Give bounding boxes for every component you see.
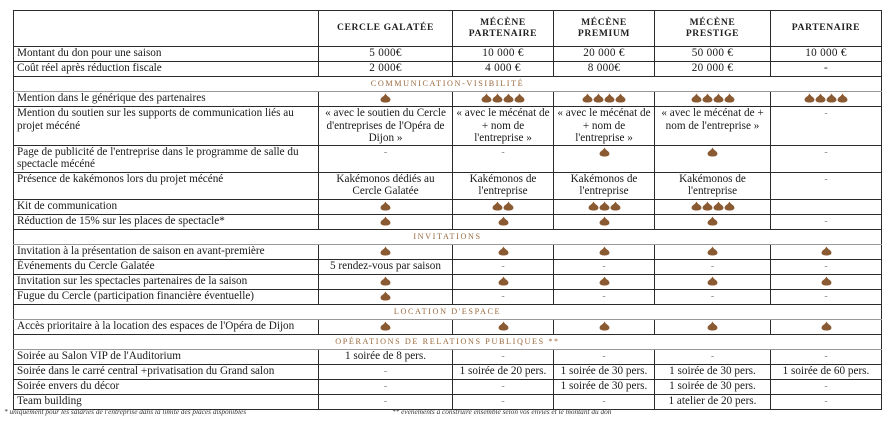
rating-icons bbox=[599, 321, 610, 331]
drop-leaf-icon bbox=[707, 216, 718, 226]
cell-text: 1 soirée de 30 pers. bbox=[669, 364, 756, 377]
footnote-single-star: * uniquement pour les salariés de l'entreprise dans la limite des places disponibles bbox=[4, 407, 247, 416]
drop-leaf-icon bbox=[713, 93, 724, 103]
empty-dash: - bbox=[824, 215, 828, 227]
cell-value bbox=[453, 259, 554, 274]
row-label: Invitation sur les spectacles partenaires de la saison bbox=[14, 274, 319, 289]
cell-value bbox=[453, 199, 554, 214]
table-row bbox=[14, 364, 882, 379]
cell-value bbox=[554, 172, 655, 199]
table-row bbox=[14, 199, 882, 214]
empty-dash: - bbox=[824, 395, 828, 407]
cell-value bbox=[655, 319, 771, 334]
drop-leaf-icon bbox=[481, 93, 492, 103]
cell-value bbox=[319, 319, 453, 334]
section-header-communication bbox=[14, 77, 882, 92]
empty-dash: - bbox=[602, 290, 606, 302]
rating-icons bbox=[599, 276, 610, 286]
table-row bbox=[14, 214, 882, 229]
rating-icons bbox=[588, 201, 621, 211]
row-label: Team building bbox=[14, 394, 319, 409]
cell-value: 10 000 € bbox=[771, 47, 882, 62]
header-blank bbox=[14, 11, 319, 47]
drop-leaf-icon bbox=[492, 93, 503, 103]
drop-leaf-icon bbox=[707, 246, 718, 256]
header-mecene-partenaire: MÉCÈNE PARTENAIRE bbox=[453, 11, 554, 47]
cell-text: Kakémonos de l'entreprise bbox=[570, 172, 638, 197]
cell-value bbox=[319, 172, 453, 199]
rating-icons bbox=[599, 147, 610, 157]
row-label: Réduction de 15% sur les places de spectacle* bbox=[14, 214, 319, 229]
rating-icons bbox=[492, 201, 514, 211]
sponsorship-comparison-table bbox=[13, 10, 882, 410]
rating-icons bbox=[498, 246, 509, 256]
row-label: Événements du Cercle Galatée bbox=[14, 259, 319, 274]
cell-value: 20 000 € bbox=[655, 62, 771, 77]
drop-leaf-icon bbox=[599, 201, 610, 211]
empty-dash: - bbox=[501, 380, 505, 392]
table-row bbox=[14, 172, 882, 199]
rating-icons bbox=[498, 276, 509, 286]
row-label: Soirée dans le carré central +privatisation du Grand salon bbox=[14, 364, 319, 379]
cell-text: 1 soirée de 30 pers. bbox=[560, 379, 648, 392]
drop-leaf-icon bbox=[826, 93, 837, 103]
table-row-montant bbox=[14, 47, 882, 62]
cell-value bbox=[771, 259, 882, 274]
drop-leaf-icon bbox=[599, 321, 610, 331]
drop-leaf-icon bbox=[380, 276, 391, 286]
section-header-invitations bbox=[14, 229, 882, 244]
cell-value bbox=[453, 289, 554, 304]
cell-value: 2 000€ bbox=[319, 62, 453, 77]
empty-dash: - bbox=[501, 350, 505, 362]
cell-text: 1 soirée de 8 pers. bbox=[344, 349, 427, 362]
empty-dash: - bbox=[602, 395, 606, 407]
drop-leaf-icon bbox=[713, 201, 724, 211]
empty-dash: - bbox=[710, 260, 715, 272]
cell-value bbox=[771, 107, 882, 146]
drop-leaf-icon bbox=[691, 93, 702, 103]
cell-value bbox=[453, 274, 554, 289]
cell-text: « avec le mécénat de + nom de l'entreprise » bbox=[557, 107, 651, 144]
cell-value bbox=[453, 349, 554, 364]
row-label: Kit de communication bbox=[14, 199, 319, 214]
cell-value bbox=[554, 214, 655, 229]
row-label: Fugue du Cercle (participation financière éventuelle) bbox=[14, 289, 319, 304]
rating-icons bbox=[707, 276, 718, 286]
table-row bbox=[14, 107, 882, 146]
table-row bbox=[14, 289, 882, 304]
cell-value bbox=[655, 379, 771, 394]
rating-icons bbox=[691, 201, 735, 211]
empty-dash: - bbox=[710, 350, 715, 362]
cell-value bbox=[319, 289, 453, 304]
drop-leaf-icon bbox=[837, 93, 848, 103]
drop-leaf-icon bbox=[610, 201, 621, 211]
cell-value bbox=[655, 92, 771, 107]
table-row bbox=[14, 349, 882, 364]
cell-value bbox=[554, 349, 655, 364]
cell-value: 4 000 € bbox=[453, 62, 554, 77]
drop-leaf-icon bbox=[514, 93, 525, 103]
rating-icons bbox=[380, 276, 391, 286]
cell-value bbox=[771, 364, 882, 379]
drop-leaf-icon bbox=[599, 216, 610, 226]
table-row bbox=[14, 274, 882, 289]
empty-dash: - bbox=[383, 146, 388, 158]
cell-value bbox=[319, 145, 453, 172]
empty-dash: - bbox=[602, 350, 606, 362]
cell-value bbox=[453, 319, 554, 334]
rating-icons bbox=[380, 246, 391, 256]
cell-value bbox=[319, 92, 453, 107]
rating-icons bbox=[804, 93, 848, 103]
cell-value bbox=[655, 199, 771, 214]
header-mecene-prestige: MÉCÈNE PRESTIGE bbox=[655, 11, 771, 47]
cell-value bbox=[655, 107, 771, 146]
row-label: Soirée envers du décor bbox=[14, 379, 319, 394]
cell-value bbox=[319, 244, 453, 259]
cell-text: Kakémonos de l'entreprise bbox=[679, 172, 746, 197]
cell-value bbox=[771, 319, 882, 334]
empty-dash: - bbox=[824, 380, 828, 392]
empty-dash: - bbox=[602, 260, 606, 272]
cell-value bbox=[554, 379, 655, 394]
cell-text: 1 atelier de 20 pers. bbox=[668, 394, 757, 407]
table-row bbox=[14, 259, 882, 274]
section-header-location bbox=[14, 304, 882, 319]
empty-dash: - bbox=[824, 260, 828, 272]
row-label: Présence de kakémonos lors du projet mécéné bbox=[14, 172, 319, 199]
cell-value bbox=[771, 289, 882, 304]
cell-value bbox=[771, 172, 882, 199]
cell-value: 8 000€ bbox=[554, 62, 655, 77]
cell-text: 5 rendez-vous par saison bbox=[330, 259, 441, 272]
table-row bbox=[14, 92, 882, 107]
drop-leaf-icon bbox=[380, 291, 391, 301]
cell-value bbox=[655, 349, 771, 364]
rating-icons bbox=[821, 276, 832, 286]
cell-value: 5 000€ bbox=[319, 47, 453, 62]
section-title: OPÉRATIONS DE RELATIONS PUBLIQUES ** bbox=[14, 334, 882, 349]
empty-dash: - bbox=[824, 290, 828, 302]
drop-leaf-icon bbox=[707, 276, 718, 286]
table-row bbox=[14, 319, 882, 334]
rating-icons bbox=[481, 93, 525, 103]
rating-icons bbox=[599, 246, 610, 256]
drop-leaf-icon bbox=[615, 93, 626, 103]
cell-value bbox=[655, 214, 771, 229]
row-label: Mention du soutien sur les supports de communication liés au projet mécéné bbox=[14, 107, 319, 146]
empty-dash: - bbox=[501, 290, 505, 302]
cell-value bbox=[655, 364, 771, 379]
rating-icons bbox=[707, 147, 718, 157]
row-label: Invitation à la présentation de saison en avant-première bbox=[14, 244, 319, 259]
drop-leaf-icon bbox=[724, 201, 735, 211]
cell-text: 1 soirée de 60 pers. bbox=[782, 364, 870, 377]
drop-leaf-icon bbox=[498, 246, 509, 256]
drop-leaf-icon bbox=[702, 93, 713, 103]
drop-leaf-icon bbox=[599, 276, 610, 286]
drop-leaf-icon bbox=[604, 93, 615, 103]
cell-value bbox=[453, 145, 554, 172]
drop-leaf-icon bbox=[691, 201, 702, 211]
drop-leaf-icon bbox=[380, 216, 391, 226]
drop-leaf-icon bbox=[707, 321, 718, 331]
rating-icons bbox=[691, 93, 735, 103]
cell-text: 1 soirée de 30 pers. bbox=[560, 364, 648, 377]
footnote-double-star: ** événements à construire ensemble selon vos envies et le montant du don bbox=[392, 407, 612, 416]
cell-value bbox=[554, 244, 655, 259]
drop-leaf-icon bbox=[821, 276, 832, 286]
cell-value: 20 000 € bbox=[554, 47, 655, 62]
cell-value bbox=[554, 274, 655, 289]
section-title: INVITATIONS bbox=[14, 229, 882, 244]
cell-value bbox=[771, 274, 882, 289]
rating-icons bbox=[380, 93, 391, 103]
rating-icons bbox=[707, 321, 718, 331]
header-partenaire: PARTENAIRE bbox=[771, 11, 882, 47]
rating-icons bbox=[821, 321, 832, 331]
row-label: Mention dans le générique des partenaires bbox=[14, 92, 319, 107]
empty-dash: - bbox=[710, 290, 715, 302]
drop-leaf-icon bbox=[503, 93, 514, 103]
cell-value bbox=[655, 172, 771, 199]
cell-value bbox=[655, 274, 771, 289]
drop-leaf-icon bbox=[593, 93, 604, 103]
rating-icons bbox=[582, 93, 626, 103]
drop-leaf-icon bbox=[380, 246, 391, 256]
cell-text: « avec le mécénat de + nom de l'entreprise » bbox=[661, 107, 764, 132]
drop-leaf-icon bbox=[821, 246, 832, 256]
cell-value bbox=[655, 259, 771, 274]
cell-value bbox=[453, 244, 554, 259]
empty-dash: - bbox=[824, 173, 828, 185]
drop-leaf-icon bbox=[599, 147, 610, 157]
cell-value bbox=[655, 145, 771, 172]
cell-value bbox=[319, 107, 453, 146]
cell-text: « avec le mécénat de + nom de l'entreprise » bbox=[456, 107, 550, 144]
drop-leaf-icon bbox=[492, 201, 503, 211]
rating-icons bbox=[498, 216, 509, 226]
cell-value bbox=[554, 199, 655, 214]
header-mecene-premium: MÉCÈNE PREMIUM bbox=[554, 11, 655, 47]
cell-value bbox=[453, 214, 554, 229]
cell-value bbox=[554, 107, 655, 146]
cell-value bbox=[771, 145, 882, 172]
row-label: Coût réel après réduction fiscale bbox=[14, 62, 319, 77]
cell-value bbox=[319, 364, 453, 379]
row-label: Montant du don pour une saison bbox=[14, 47, 319, 62]
section-header-operations bbox=[14, 334, 882, 349]
header-row bbox=[14, 11, 882, 47]
cell-text: 1 soirée de 20 pers. bbox=[459, 364, 547, 377]
empty-dash: - bbox=[824, 350, 828, 362]
cell-text: Kakémonos dédiés au Cercle Galatée bbox=[336, 172, 435, 197]
drop-leaf-icon bbox=[498, 276, 509, 286]
drop-leaf-icon bbox=[599, 246, 610, 256]
empty-dash: - bbox=[501, 146, 505, 158]
cell-value bbox=[771, 214, 882, 229]
drop-leaf-icon bbox=[707, 147, 718, 157]
drop-leaf-icon bbox=[702, 201, 713, 211]
cell-value bbox=[319, 379, 453, 394]
rating-icons bbox=[821, 246, 832, 256]
cell-value bbox=[319, 274, 453, 289]
rating-icons bbox=[380, 201, 391, 211]
cell-value bbox=[453, 364, 554, 379]
drop-leaf-icon bbox=[815, 93, 826, 103]
cell-value bbox=[453, 379, 554, 394]
rating-icons bbox=[380, 321, 391, 331]
cell-value bbox=[554, 364, 655, 379]
empty-dash: - bbox=[383, 380, 388, 392]
table-row-cout bbox=[14, 62, 882, 77]
cell-value bbox=[554, 319, 655, 334]
table-row bbox=[14, 379, 882, 394]
cell-text: Kakémonos de l'entreprise bbox=[469, 172, 537, 197]
cell-value bbox=[453, 172, 554, 199]
cell-text: 1 soirée de 30 pers. bbox=[669, 379, 756, 392]
empty-dash: - bbox=[383, 395, 388, 407]
section-title: LOCATION D'ESPACE bbox=[14, 304, 882, 319]
cell-value bbox=[453, 92, 554, 107]
drop-leaf-icon bbox=[380, 321, 391, 331]
cell-value bbox=[453, 107, 554, 146]
drop-leaf-icon bbox=[724, 93, 735, 103]
cell-value bbox=[554, 259, 655, 274]
drop-leaf-icon bbox=[498, 321, 509, 331]
cell-value bbox=[655, 394, 771, 409]
cell-value bbox=[554, 289, 655, 304]
cell-value bbox=[771, 92, 882, 107]
cell-value bbox=[319, 214, 453, 229]
empty-dash: - bbox=[824, 108, 828, 119]
table-row bbox=[14, 244, 882, 259]
drop-leaf-icon bbox=[582, 93, 593, 103]
rating-icons bbox=[707, 246, 718, 256]
empty-dash: - bbox=[824, 146, 828, 158]
section-title: COMMUNICATION-VISIBILITÉ bbox=[14, 77, 882, 92]
rating-icons bbox=[380, 291, 391, 301]
cell-text: « avec le soutien du Cercle d'entreprises de l'Opéra de Dijon » bbox=[325, 107, 446, 144]
cell-value bbox=[554, 92, 655, 107]
table-row bbox=[14, 145, 882, 172]
drop-leaf-icon bbox=[503, 201, 514, 211]
row-label: Accès prioritaire à la location des espaces de l'Opéra de Dijon bbox=[14, 319, 319, 334]
cell-value: 10 000 € bbox=[453, 47, 554, 62]
cell-value bbox=[655, 289, 771, 304]
drop-leaf-icon bbox=[821, 321, 832, 331]
cell-value: - bbox=[771, 62, 882, 77]
row-label: Page de publicité de l'entreprise dans le programme de salle du spectacle mécéné bbox=[14, 145, 319, 172]
drop-leaf-icon bbox=[380, 93, 391, 103]
rating-icons bbox=[599, 216, 610, 226]
rating-icons bbox=[707, 216, 718, 226]
cell-value bbox=[655, 244, 771, 259]
empty-dash: - bbox=[383, 365, 388, 377]
empty-dash: - bbox=[501, 395, 505, 407]
cell-value bbox=[771, 394, 882, 409]
drop-leaf-icon bbox=[588, 201, 599, 211]
drop-leaf-icon bbox=[804, 93, 815, 103]
rating-icons bbox=[498, 321, 509, 331]
cell-value bbox=[771, 349, 882, 364]
cell-value bbox=[319, 349, 453, 364]
empty-dash: - bbox=[501, 260, 505, 272]
cell-value: 50 000 € bbox=[655, 47, 771, 62]
cell-value bbox=[554, 145, 655, 172]
cell-value bbox=[771, 244, 882, 259]
cell-value bbox=[771, 379, 882, 394]
cell-value bbox=[319, 259, 453, 274]
cell-value bbox=[771, 199, 882, 214]
cell-value bbox=[319, 199, 453, 214]
drop-leaf-icon bbox=[380, 201, 391, 211]
header-cercle-galatee: CERCLE GALATÉE bbox=[319, 11, 453, 47]
row-label: Soirée au Salon VIP de l'Auditorium bbox=[14, 349, 319, 364]
drop-leaf-icon bbox=[498, 216, 509, 226]
rating-icons bbox=[380, 216, 391, 226]
